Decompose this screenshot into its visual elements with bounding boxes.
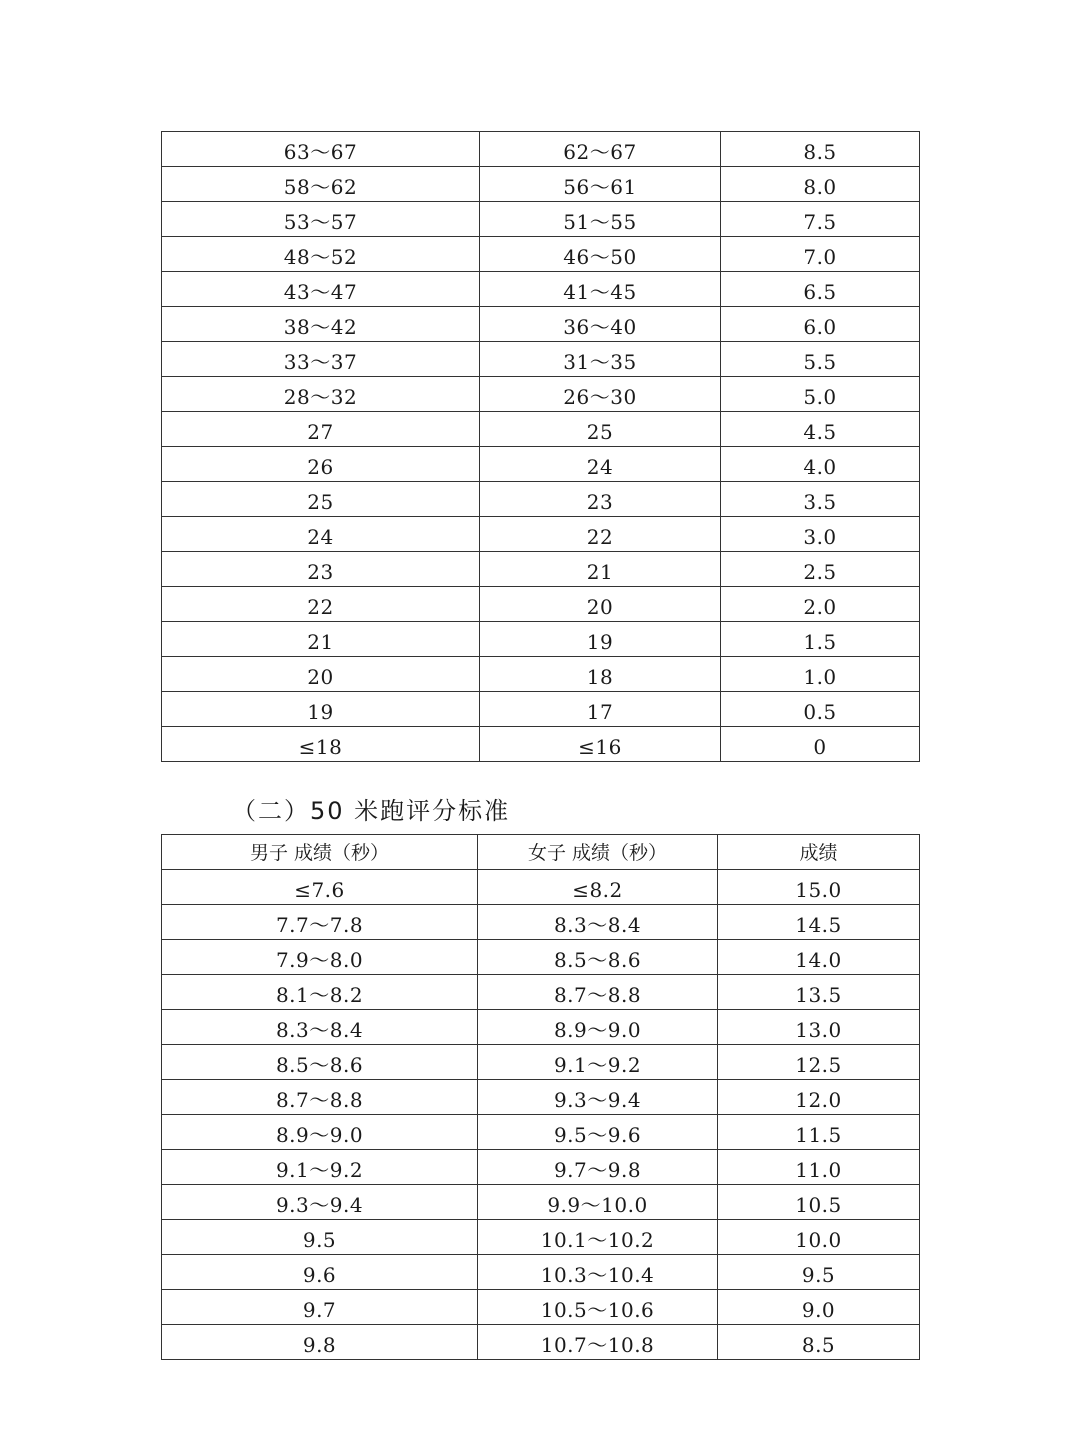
cell-points: 7.5 bbox=[721, 202, 920, 237]
cell-points: 15.0 bbox=[718, 870, 920, 905]
cell-female: 8.9～9.0 bbox=[478, 1010, 718, 1045]
cell-points: 2.0 bbox=[721, 587, 920, 622]
cell-female: 19 bbox=[480, 622, 721, 657]
cell-female: 10.1～10.2 bbox=[478, 1220, 718, 1255]
cell-female: 9.5～9.6 bbox=[478, 1115, 718, 1150]
cell-female: 17 bbox=[480, 692, 721, 727]
cell-female: 21 bbox=[480, 552, 721, 587]
table-row bbox=[162, 1150, 920, 1185]
header-male-score: 男子 成绩（秒） bbox=[162, 835, 478, 870]
cell-female: 41～45 bbox=[480, 272, 721, 307]
cell-points: 11.5 bbox=[718, 1115, 920, 1150]
cell-points: 3.5 bbox=[721, 482, 920, 517]
cell-female: 36～40 bbox=[480, 307, 721, 342]
cell-female: 9.9～10.0 bbox=[478, 1185, 718, 1220]
cell-male: 9.7 bbox=[162, 1290, 478, 1325]
cell-male: 28～32 bbox=[162, 377, 480, 412]
table-header-row bbox=[162, 835, 920, 870]
cell-female: 10.3～10.4 bbox=[478, 1255, 718, 1290]
cell-points: 5.0 bbox=[721, 377, 920, 412]
table-row bbox=[162, 1010, 920, 1045]
cell-male: 63～67 bbox=[162, 132, 480, 167]
cell-female: 51～55 bbox=[480, 202, 721, 237]
table-row bbox=[162, 1290, 920, 1325]
table-row bbox=[162, 1115, 920, 1150]
cell-male: 8.9～9.0 bbox=[162, 1115, 478, 1150]
cell-male: 8.5～8.6 bbox=[162, 1045, 478, 1080]
table-row bbox=[162, 482, 920, 517]
cell-male: 33～37 bbox=[162, 342, 480, 377]
cell-points: 0.5 bbox=[721, 692, 920, 727]
cell-male: 8.7～8.8 bbox=[162, 1080, 478, 1115]
table-row bbox=[162, 447, 920, 482]
cell-points: 3.0 bbox=[721, 517, 920, 552]
table-row bbox=[162, 692, 920, 727]
cell-points: 9.0 bbox=[718, 1290, 920, 1325]
table-row bbox=[162, 940, 920, 975]
cell-points: 4.5 bbox=[721, 412, 920, 447]
table-row bbox=[162, 307, 920, 342]
cell-points: 8.5 bbox=[721, 132, 920, 167]
cell-male: 58～62 bbox=[162, 167, 480, 202]
cell-female: 46～50 bbox=[480, 237, 721, 272]
cell-female: 23 bbox=[480, 482, 721, 517]
cell-female: 24 bbox=[480, 447, 721, 482]
cell-male: 8.1～8.2 bbox=[162, 975, 478, 1010]
table-row bbox=[162, 727, 920, 762]
score-table-50m-run bbox=[161, 834, 920, 1360]
cell-points: 14.5 bbox=[718, 905, 920, 940]
cell-points: 5.5 bbox=[721, 342, 920, 377]
cell-female: 8.3～8.4 bbox=[478, 905, 718, 940]
cell-points: 4.0 bbox=[721, 447, 920, 482]
cell-female: 10.7～10.8 bbox=[478, 1325, 718, 1360]
cell-female: ≤16 bbox=[480, 727, 721, 762]
cell-female: 25 bbox=[480, 412, 721, 447]
cell-male: 48～52 bbox=[162, 237, 480, 272]
table-row bbox=[162, 132, 920, 167]
cell-female: 20 bbox=[480, 587, 721, 622]
cell-male: 25 bbox=[162, 482, 480, 517]
table-row bbox=[162, 237, 920, 272]
cell-male: 9.1～9.2 bbox=[162, 1150, 478, 1185]
cell-female: 9.1～9.2 bbox=[478, 1045, 718, 1080]
cell-male: 9.6 bbox=[162, 1255, 478, 1290]
table-row bbox=[162, 1255, 920, 1290]
table-row bbox=[162, 1045, 920, 1080]
cell-points: 1.5 bbox=[721, 622, 920, 657]
cell-points: 2.5 bbox=[721, 552, 920, 587]
cell-points: 10.0 bbox=[718, 1220, 920, 1255]
table-row bbox=[162, 272, 920, 307]
table-row bbox=[162, 342, 920, 377]
cell-female: 10.5～10.6 bbox=[478, 1290, 718, 1325]
table-row bbox=[162, 905, 920, 940]
table-row bbox=[162, 622, 920, 657]
cell-male: 21 bbox=[162, 622, 480, 657]
header-female-score: 女子 成绩（秒） bbox=[478, 835, 718, 870]
cell-female: 26～30 bbox=[480, 377, 721, 412]
cell-female: 62～67 bbox=[480, 132, 721, 167]
table-row bbox=[162, 167, 920, 202]
cell-points: 12.0 bbox=[718, 1080, 920, 1115]
table-row bbox=[162, 1080, 920, 1115]
table-row bbox=[162, 377, 920, 412]
cell-points: 14.0 bbox=[718, 940, 920, 975]
cell-female: 8.5～8.6 bbox=[478, 940, 718, 975]
table-row bbox=[162, 412, 920, 447]
cell-male: 9.8 bbox=[162, 1325, 478, 1360]
cell-male: 24 bbox=[162, 517, 480, 552]
cell-male: ≤7.6 bbox=[162, 870, 478, 905]
cell-male: 7.9～8.0 bbox=[162, 940, 478, 975]
cell-female: 31～35 bbox=[480, 342, 721, 377]
score-table-continued-body bbox=[162, 132, 920, 762]
cell-points: 12.5 bbox=[718, 1045, 920, 1080]
cell-male: 27 bbox=[162, 412, 480, 447]
cell-points: 8.0 bbox=[721, 167, 920, 202]
table-row bbox=[162, 202, 920, 237]
section-heading-50m-run: （二）50 米跑评分标准 bbox=[232, 797, 511, 825]
cell-female: 22 bbox=[480, 517, 721, 552]
cell-male: 23 bbox=[162, 552, 480, 587]
table-row bbox=[162, 1220, 920, 1255]
cell-points: 1.0 bbox=[721, 657, 920, 692]
cell-female: ≤8.2 bbox=[478, 870, 718, 905]
table-row bbox=[162, 975, 920, 1010]
cell-female: 9.7～9.8 bbox=[478, 1150, 718, 1185]
cell-points: 13.5 bbox=[718, 975, 920, 1010]
table-row bbox=[162, 1325, 920, 1360]
cell-male: 38～42 bbox=[162, 307, 480, 342]
cell-points: 13.0 bbox=[718, 1010, 920, 1045]
table-row bbox=[162, 517, 920, 552]
score-table-continued bbox=[161, 131, 920, 762]
cell-male: 19 bbox=[162, 692, 480, 727]
cell-male: 43～47 bbox=[162, 272, 480, 307]
table-row bbox=[162, 1185, 920, 1220]
cell-points: 6.0 bbox=[721, 307, 920, 342]
cell-points: 9.5 bbox=[718, 1255, 920, 1290]
cell-male: ≤18 bbox=[162, 727, 480, 762]
cell-male: 7.7～7.8 bbox=[162, 905, 478, 940]
cell-male: 9.5 bbox=[162, 1220, 478, 1255]
cell-male: 20 bbox=[162, 657, 480, 692]
cell-female: 56～61 bbox=[480, 167, 721, 202]
cell-points: 7.0 bbox=[721, 237, 920, 272]
cell-female: 18 bbox=[480, 657, 721, 692]
table-row bbox=[162, 657, 920, 692]
cell-points: 10.5 bbox=[718, 1185, 920, 1220]
table-row bbox=[162, 870, 920, 905]
score-table-50m-run-body bbox=[162, 835, 920, 1360]
cell-points: 8.5 bbox=[718, 1325, 920, 1360]
cell-points: 11.0 bbox=[718, 1150, 920, 1185]
table-row bbox=[162, 552, 920, 587]
cell-male: 26 bbox=[162, 447, 480, 482]
cell-points: 0 bbox=[721, 727, 920, 762]
cell-female: 9.3～9.4 bbox=[478, 1080, 718, 1115]
header-points: 成绩 bbox=[718, 835, 920, 870]
cell-male: 22 bbox=[162, 587, 480, 622]
cell-male: 8.3～8.4 bbox=[162, 1010, 478, 1045]
cell-male: 9.3～9.4 bbox=[162, 1185, 478, 1220]
table-row bbox=[162, 587, 920, 622]
cell-male: 53～57 bbox=[162, 202, 480, 237]
cell-female: 8.7～8.8 bbox=[478, 975, 718, 1010]
cell-points: 6.5 bbox=[721, 272, 920, 307]
